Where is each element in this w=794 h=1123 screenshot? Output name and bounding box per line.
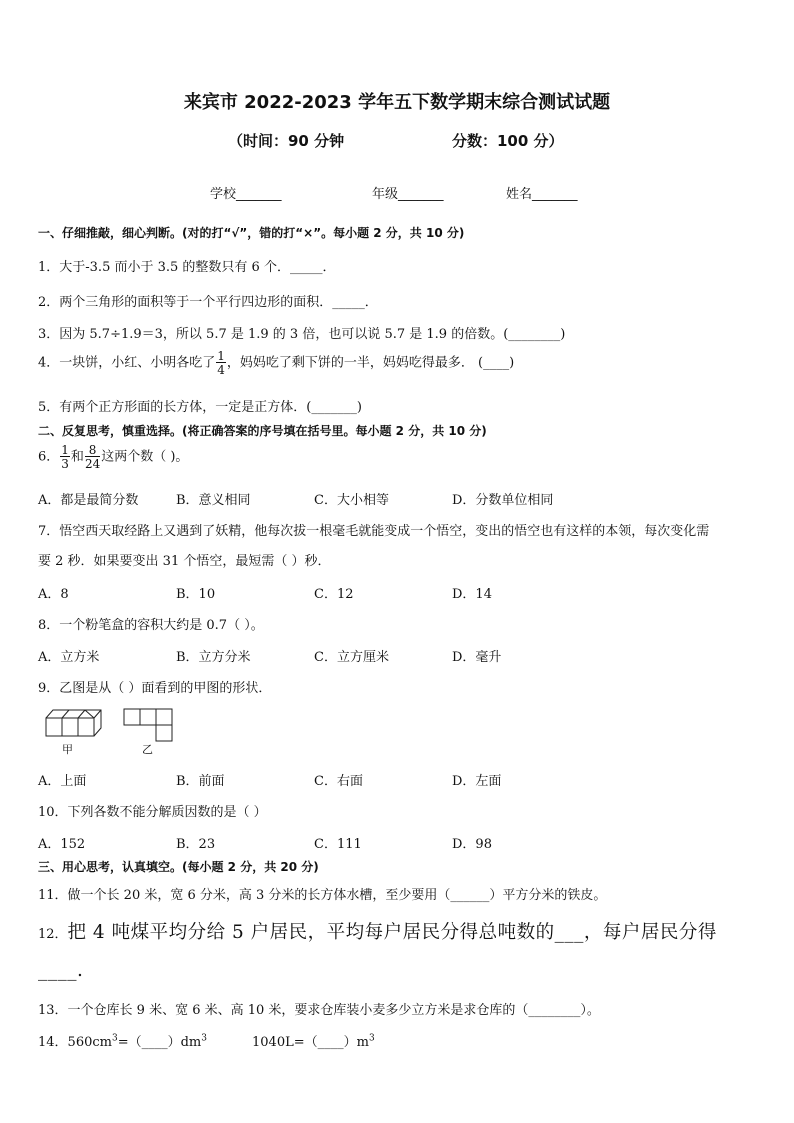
- q7-option-b[interactable]: B．10: [176, 587, 216, 602]
- question-6: [38, 444, 188, 470]
- question-11: 11．做一个长 20 米，宽 6 分米，高 3 分米的长方体水槽，至少要用（______）平方分米的铁皮。: [38, 888, 607, 903]
- question-12-line-1: [38, 918, 717, 944]
- question-8: 8．一个粉笔盒的容积大约是 0.7（ ）。: [38, 618, 264, 633]
- q8-option-b[interactable]: B．立方分米: [176, 650, 251, 665]
- q7-option-c[interactable]: C．12: [314, 587, 354, 602]
- section-1-heading: 一、仔细推敲，细心判断。(对的打“√”，错的打“×”。每小题 2 分，共 10 分): [38, 226, 465, 240]
- q7-option-d[interactable]: D．14: [452, 587, 492, 602]
- q9-option-c[interactable]: C．右面: [314, 774, 363, 789]
- q8-option-c[interactable]: C．立方厘米: [314, 650, 389, 665]
- question-7-line-2: 要 2 秒．如果要变出 31 个悟空，最短需（ ）秒．: [38, 554, 331, 569]
- q6-option-c[interactable]: C．大小相等: [314, 493, 389, 508]
- q6-option-b[interactable]: B．意义相同: [176, 493, 251, 508]
- question-4: [38, 350, 514, 376]
- q9-option-b[interactable]: B．前面: [176, 774, 225, 789]
- question-9: 9．乙图是从（ ）面看到的甲图的形状．: [38, 681, 272, 696]
- question-13: 13．一个仓库长 9 米、宽 6 米、高 10 米，要求仓库装小麦多少立方米是求仓库的（________）。: [38, 1003, 600, 1018]
- question-14-part-b: $1040L=(\_\_\_\_)m^3$: [252, 1033, 375, 1050]
- figure-yi-view: [123, 708, 177, 744]
- q8-option-a[interactable]: A．立方米: [38, 650, 100, 665]
- question-6-suffix: 这两个数（ )。: [101, 449, 189, 465]
- question-14-part-a: 14．$560cm^3=(\_\_\_\_)dm^3$: [38, 1033, 207, 1050]
- q10-option-b[interactable]: B．23: [176, 837, 216, 852]
- question-12-number: 12．: [38, 927, 68, 942]
- fraction-one-quarter: $\frac{1}{4}$: [217, 349, 225, 377]
- question-2: 2．两个三角形的面积等于一个平行四边形的面积．_____．: [38, 295, 378, 310]
- q6-option-a[interactable]: A．都是最简分数: [38, 493, 139, 508]
- figure-yi-label: 乙: [142, 743, 153, 756]
- q10-option-a[interactable]: A．152: [38, 837, 86, 852]
- q8-option-d[interactable]: D．毫升: [452, 650, 502, 665]
- question-3: 3．因为 5.7÷1.9＝3，所以 5.7 是 1.9 的 3 倍，也可以说 5.7 是 1.9 的倍数。(________): [38, 327, 566, 342]
- school-field[interactable]: 学校_______: [210, 187, 282, 202]
- question-1: 1．大于-3.5 而小于 3.5 的整数只有 6 个．_____．: [38, 260, 336, 275]
- name-field[interactable]: 姓名_______: [506, 187, 578, 202]
- q7-option-a[interactable]: A．8: [38, 587, 69, 602]
- question-5: 5．有两个正方形面的长方体，一定是正方体．(_______): [38, 400, 362, 415]
- question-4-suffix: ，妈妈吃了剩下饼的一半，妈妈吃得最多． (____): [226, 355, 515, 371]
- grade-field[interactable]: 年级_______: [372, 187, 444, 202]
- q6-option-d[interactable]: D．分数单位相同: [452, 493, 554, 508]
- figure-jia-cubes: [44, 706, 104, 742]
- q10-option-c[interactable]: C．111: [314, 837, 362, 852]
- question-10: 10．下列各数不能分解质因数的是（ ）: [38, 805, 267, 820]
- question-12-text: 把 4 吨煤平均分给 5 户居民，平均每户居民分得总吨数的___，每户居民分得: [67, 922, 717, 943]
- time-info: （时间：90 分钟: [228, 132, 345, 150]
- question-12-line-2: ____.: [38, 960, 84, 981]
- fraction-eight-twentyfourths: $\frac{8}{24}$: [84, 443, 101, 471]
- question-4-prefix: 4．一块饼，小红、小明各吃了: [38, 355, 216, 371]
- figure-jia-label: 甲: [62, 743, 73, 756]
- section-2-heading: 二、反复思考，慎重选择。(将正确答案的序号填在括号里。每小题 2 分，共 10 分): [38, 424, 487, 438]
- question-7-line-1: 7．悟空西天取经路上又遇到了妖精，他每次拔一根毫毛就能变成一个悟空，变出的悟空也有这样的本领，每次变化需: [38, 524, 710, 539]
- exam-title: 来宾市 2022-2023 学年五下数学期末综合测试试题: [183, 92, 611, 113]
- section-3-heading: 三、用心思考，认真填空。(每小题 2 分，共 20 分): [38, 860, 319, 874]
- question-6-and: 和: [70, 449, 84, 465]
- q10-option-d[interactable]: D．98: [452, 837, 492, 852]
- question-6-number: 6．: [38, 449, 60, 465]
- fraction-one-third: $\frac{1}{3}$: [61, 443, 69, 471]
- q9-option-a[interactable]: A．上面: [38, 774, 87, 789]
- score-info: 分数：100 分）: [452, 132, 564, 150]
- q9-option-d[interactable]: D．左面: [452, 774, 502, 789]
